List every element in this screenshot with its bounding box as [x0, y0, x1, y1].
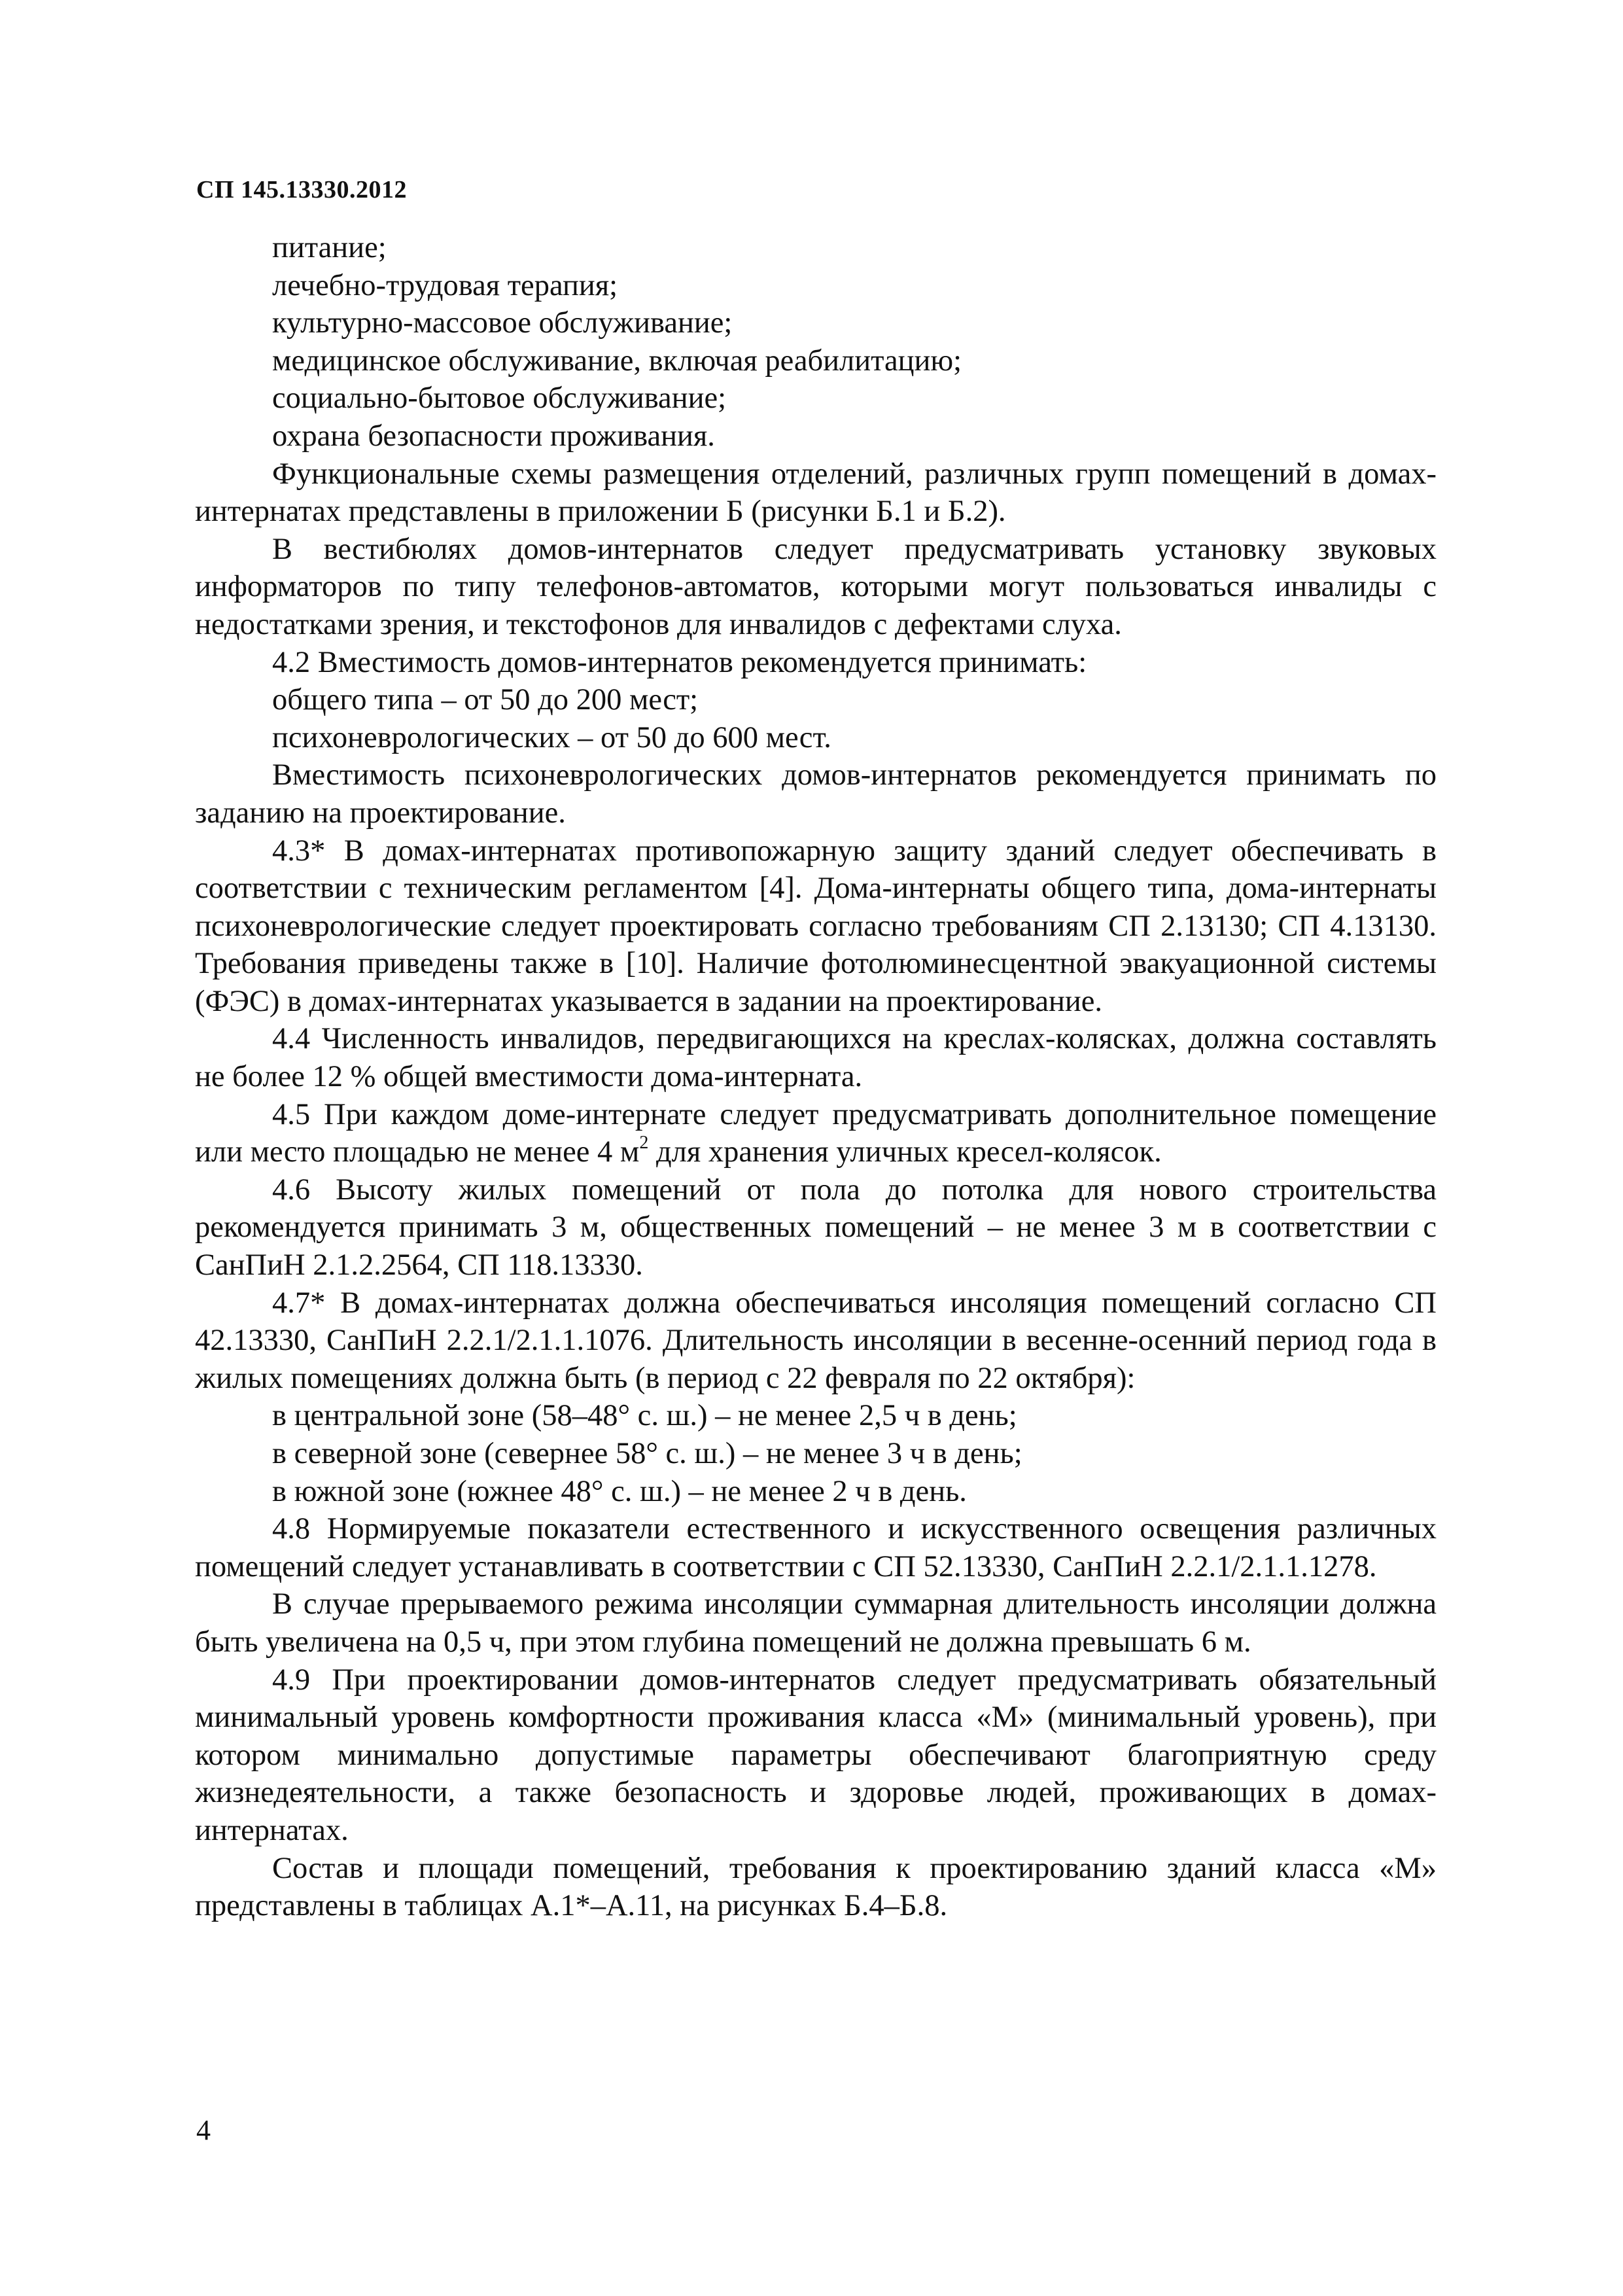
list-item: общего типа – от 50 до 200 мест;: [272, 683, 699, 717]
list-item: социально-бытовое обслуживание;: [272, 381, 727, 415]
paragraph-functional-schemes: Функциональные схемы размещения отделений, различных групп помещений в домах-интернатах представлены в приложении Б (рисунки Б.1 и Б.2).: [195, 457, 1437, 529]
clause-4-5-text-start: 4.5 При каждом доме-интернате следует предусматривать дополнительное помещение или место площадью не менее 4 м: [195, 1097, 1437, 1169]
document-body: [195, 229, 1437, 1925]
list-item: лечебно-трудовая терапия;: [272, 268, 618, 302]
list-item: в южной зоне (южнее 48° с. ш.) – не менее 2 ч в день.: [272, 1474, 967, 1508]
list-item: в северной зоне (севернее 58° с. ш.) – не менее 3 ч в день;: [272, 1437, 1022, 1470]
paragraph-vestibules: В вестибюлях домов-интернатов следует предусматривать установку звуковых информаторов по типу телефонов-автоматов, которыми могут пользоваться инвалиды с недостатками зрения, и текстофонов для инвалидов с дефектами слуха.: [195, 532, 1437, 641]
paragraph-capacity-psycho: Вместимость психоневрологических домов-интернатов рекомендуется принимать по заданию на проектирование.: [195, 758, 1437, 830]
list-item: медицинское обслуживание, включая реабилитацию;: [272, 344, 962, 378]
list-item: питание;: [272, 231, 387, 264]
list-item: психоневрологических – от 50 до 600 мест.: [272, 720, 831, 754]
list-item: охрана безопасности проживания.: [272, 419, 715, 453]
document-code-header: СП 145.13330.2012: [196, 176, 407, 203]
superscript-square: 2: [639, 1133, 649, 1154]
clause-4-5: [195, 1096, 1437, 1171]
list-item: в центральной зоне (58–48° с. ш.) – не менее 2,5 ч в день;: [272, 1399, 1017, 1433]
clause-4-5-text-end: для хранения уличных кресел-колясок.: [648, 1135, 1162, 1169]
page-number: 4: [196, 2114, 211, 2146]
clause-4-8: 4.8 Нормируемые показатели естественного и искусственного освещения различных помещений следует устанавливать в соответствии с СП 52.13330, СанПиН 2.2.1/2.1.1.1278.: [195, 1512, 1437, 1583]
paragraph-interrupted-insolation: В случае прерываемого режима инсоляции суммарная длительность инсоляции должна быть увеличена на 0,5 ч, при этом глубина помещений не должна превышать 6 м.: [195, 1587, 1437, 1659]
list-item: культурно-массовое обслуживание;: [272, 306, 733, 340]
clause-4-6: 4.6 Высоту жилых помещений от пола до потолка для нового строительства рекомендуется принимать 3 м, общественных помещений – не менее 3 м в соответствии с СанПиН 2.1.2.2564, СП 118.13330.: [195, 1173, 1437, 1282]
clause-4-3: 4.3* В домах-интернатах противопожарную защиту зданий следует обеспечивать в соответствии с техническим регламентом [4]. Дома-интернаты общего типа, дома-интернаты психоневрологические следует проектировать согласно требованиям СП 2.13130; СП 4.13130. Требования приведены также в [10]. Наличие фотолюминесцентной эвакуационной системы (ФЭС) в домах-интернатах указывается в задании на проектирование.: [195, 834, 1437, 1018]
clause-4-9: 4.9 При проектировании домов-интернатов следует предусматривать обязательный минимальный уровень комфортности проживания класса «М» (минимальный уровень), при котором минимально допустимые параметры обеспечивают благоприятную среду жизнедеятельности, а также безопасность и здоровье людей, проживающих в домах-интернатах.: [195, 1663, 1437, 1847]
clause-4-2: 4.2 Вместимость домов-интернатов рекомендуется принимать:: [272, 645, 1087, 679]
clause-4-4: 4.4 Численность инвалидов, передвигающихся на креслах-колясках, должна составлять не более 12 % общей вместимости дома-интерната.: [195, 1022, 1437, 1094]
clause-4-7: 4.7* В домах-интернатах должна обеспечиваться инсоляция помещений согласно СП 42.13330, СанПиН 2.2.1/2.1.1.1076. Длительность инсоляции в весенне-осенний период года в жилых помещениях должна быть (в период с 22 февраля по 22 октября):: [195, 1286, 1437, 1395]
paragraph-composition: Состав и площади помещений, требования к проектированию зданий класса «М» представлены в таблицах А.1*–А.11, на рисунках Б.4–Б.8.: [195, 1851, 1437, 1923]
